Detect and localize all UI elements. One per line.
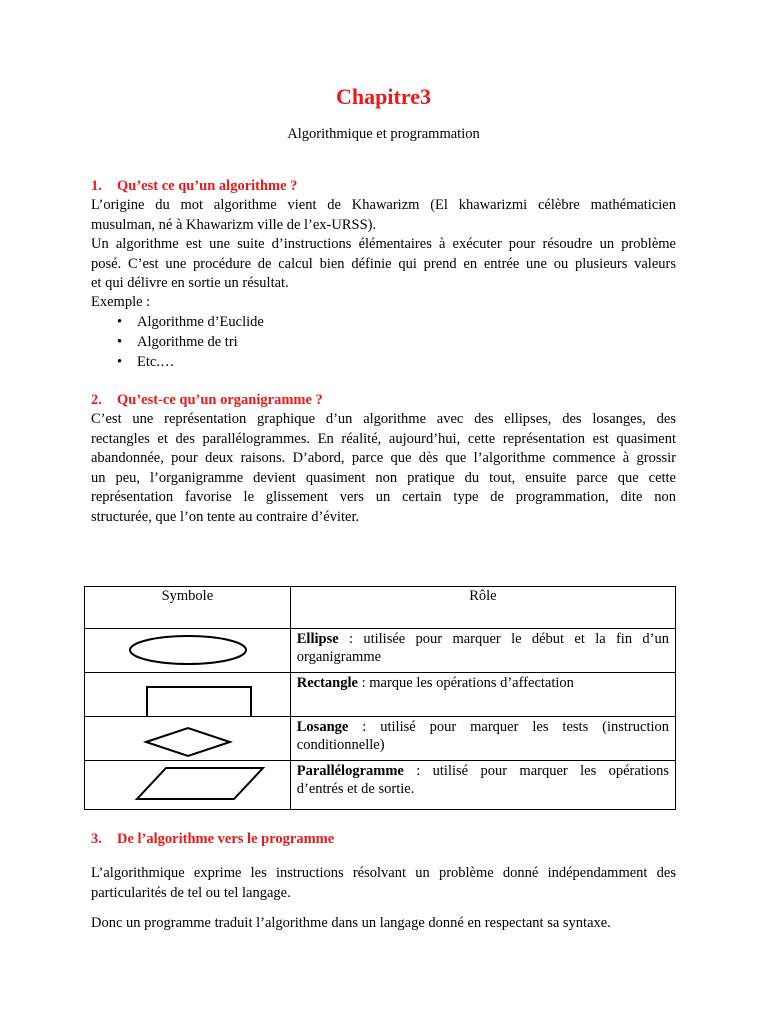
role-line: d’entrés et de sortie. <box>296 781 415 797</box>
header-role: Rôle <box>290 587 675 629</box>
flowchart-symbols-table <box>84 586 676 810</box>
diamond-shape <box>85 717 292 760</box>
chapter-subtitle: Algorithmique et programmation <box>287 126 480 142</box>
list-item <box>91 332 264 352</box>
symbol-cell <box>85 629 291 673</box>
section-2-heading <box>91 392 323 409</box>
list-item <box>91 352 264 372</box>
role-cell <box>290 761 675 810</box>
section-2-paragraph <box>91 410 676 528</box>
section-3-paragraph-2 <box>91 914 676 934</box>
text-line: et qui délivre en sortie un résultat. <box>91 275 289 292</box>
section-2-number: 2. <box>91 392 102 408</box>
role-line <box>297 630 669 648</box>
text-line: particularités de tel ou tel langage. <box>91 884 291 901</box>
role-cell <box>290 629 675 673</box>
text-line: rectangles et des parallélogrammes. En réalité, aujourd’hui, cette représentation est quasiment <box>91 430 676 447</box>
section-3-paragraph-1 <box>91 864 676 903</box>
chapter-title: Chapitre3 <box>336 84 431 109</box>
text-line: abandonnée, pour deux raisons. D’abord, parce que dès que l’algorithme commence à grossir <box>91 450 676 467</box>
role-cell <box>290 673 675 717</box>
section-3-number: 3. <box>91 831 102 847</box>
bullet-icon: • <box>117 334 123 350</box>
list-item-text: Etc.… <box>137 354 175 370</box>
table-row <box>85 629 676 673</box>
ellipse-shape <box>85 629 292 672</box>
text-line: un peu, l’organigramme devient quasiment non pratique du tout, ensuite parce que cette <box>91 469 676 486</box>
header-symbol: Symbole <box>85 587 291 629</box>
role-term: Parallélogramme <box>296 763 404 779</box>
role-text: : utilisée pour marquer le début et la fin d’un <box>338 631 669 647</box>
example-list <box>91 312 264 372</box>
role-text: : utilisé pour marquer les tests (instruction <box>348 719 669 735</box>
table-row <box>85 673 676 717</box>
text-line: Donc un programme traduit l’algorithme dans un langage donné en respectant sa syntaxe. <box>91 915 611 931</box>
role-term: Losange <box>296 719 349 735</box>
role-term: Ellipse <box>296 631 339 647</box>
rectangle-shape <box>85 673 292 716</box>
text-line: représentation favorise le glissement vers un certain type de programmation, dite non <box>91 489 676 506</box>
role-line <box>297 762 669 780</box>
role-line <box>297 718 669 736</box>
section-3-heading <box>91 831 334 848</box>
section-1-paragraph-origin <box>91 196 676 235</box>
text-line: structurée, que l’on tente au contraire d’éviter. <box>91 508 360 525</box>
section-2-title: Qu’est-ce qu’un organigramme ? <box>117 392 323 408</box>
table-header-row <box>85 587 676 629</box>
role-cell <box>290 717 675 761</box>
role-text: : marque les opérations d’affectation <box>357 675 574 691</box>
text-line: Un algorithme est une suite d’instructions élémentaires à exécuter pour résoudre un problème <box>91 236 676 252</box>
symbol-cell <box>85 761 291 810</box>
bullet-icon: • <box>117 314 123 330</box>
section-3-title: De l’algorithme vers le programme <box>117 831 335 847</box>
section-1-title: Qu’est ce qu’un algorithme ? <box>117 178 298 194</box>
text-line: L’origine du mot algorithme vient de Khawarizm (El khawarizmi célèbre mathématicien <box>91 197 676 213</box>
symbol-cell <box>85 717 291 761</box>
symbol-cell <box>85 673 291 717</box>
parallelogram-shape <box>85 761 292 809</box>
bullet-icon: • <box>117 354 123 370</box>
role-term: Rectangle <box>296 675 358 691</box>
text-line: musulman, né à Khawarizm ville de l’ex-URSS). <box>91 216 377 233</box>
example-label: Exemple : <box>91 294 151 310</box>
role-line: conditionnelle) <box>296 737 385 753</box>
list-item <box>91 312 264 332</box>
role-line: organigramme <box>296 649 382 665</box>
text-line: C’est une représentation graphique d’un algorithme avec des ellipses, des losanges, des <box>91 411 676 427</box>
list-item-text: Algorithme de tri <box>137 334 238 350</box>
section-1-paragraph-definition <box>91 235 676 294</box>
role-line <box>297 674 669 692</box>
list-item-text: Algorithme d’Euclide <box>137 314 264 330</box>
text-line: L’algorithmique exprime les instructions résolvant un problème donné indépendamment des <box>91 865 676 881</box>
role-text: : utilisé pour marquer les opérations <box>403 763 669 779</box>
text-line: posé. C’est une procédure de calcul bien définie qui prend en entrée une ou plusieurs valeurs <box>91 255 676 272</box>
table-row <box>85 717 676 761</box>
section-1-heading <box>91 178 297 195</box>
section-1-number: 1. <box>91 178 102 194</box>
table-row <box>85 761 676 810</box>
